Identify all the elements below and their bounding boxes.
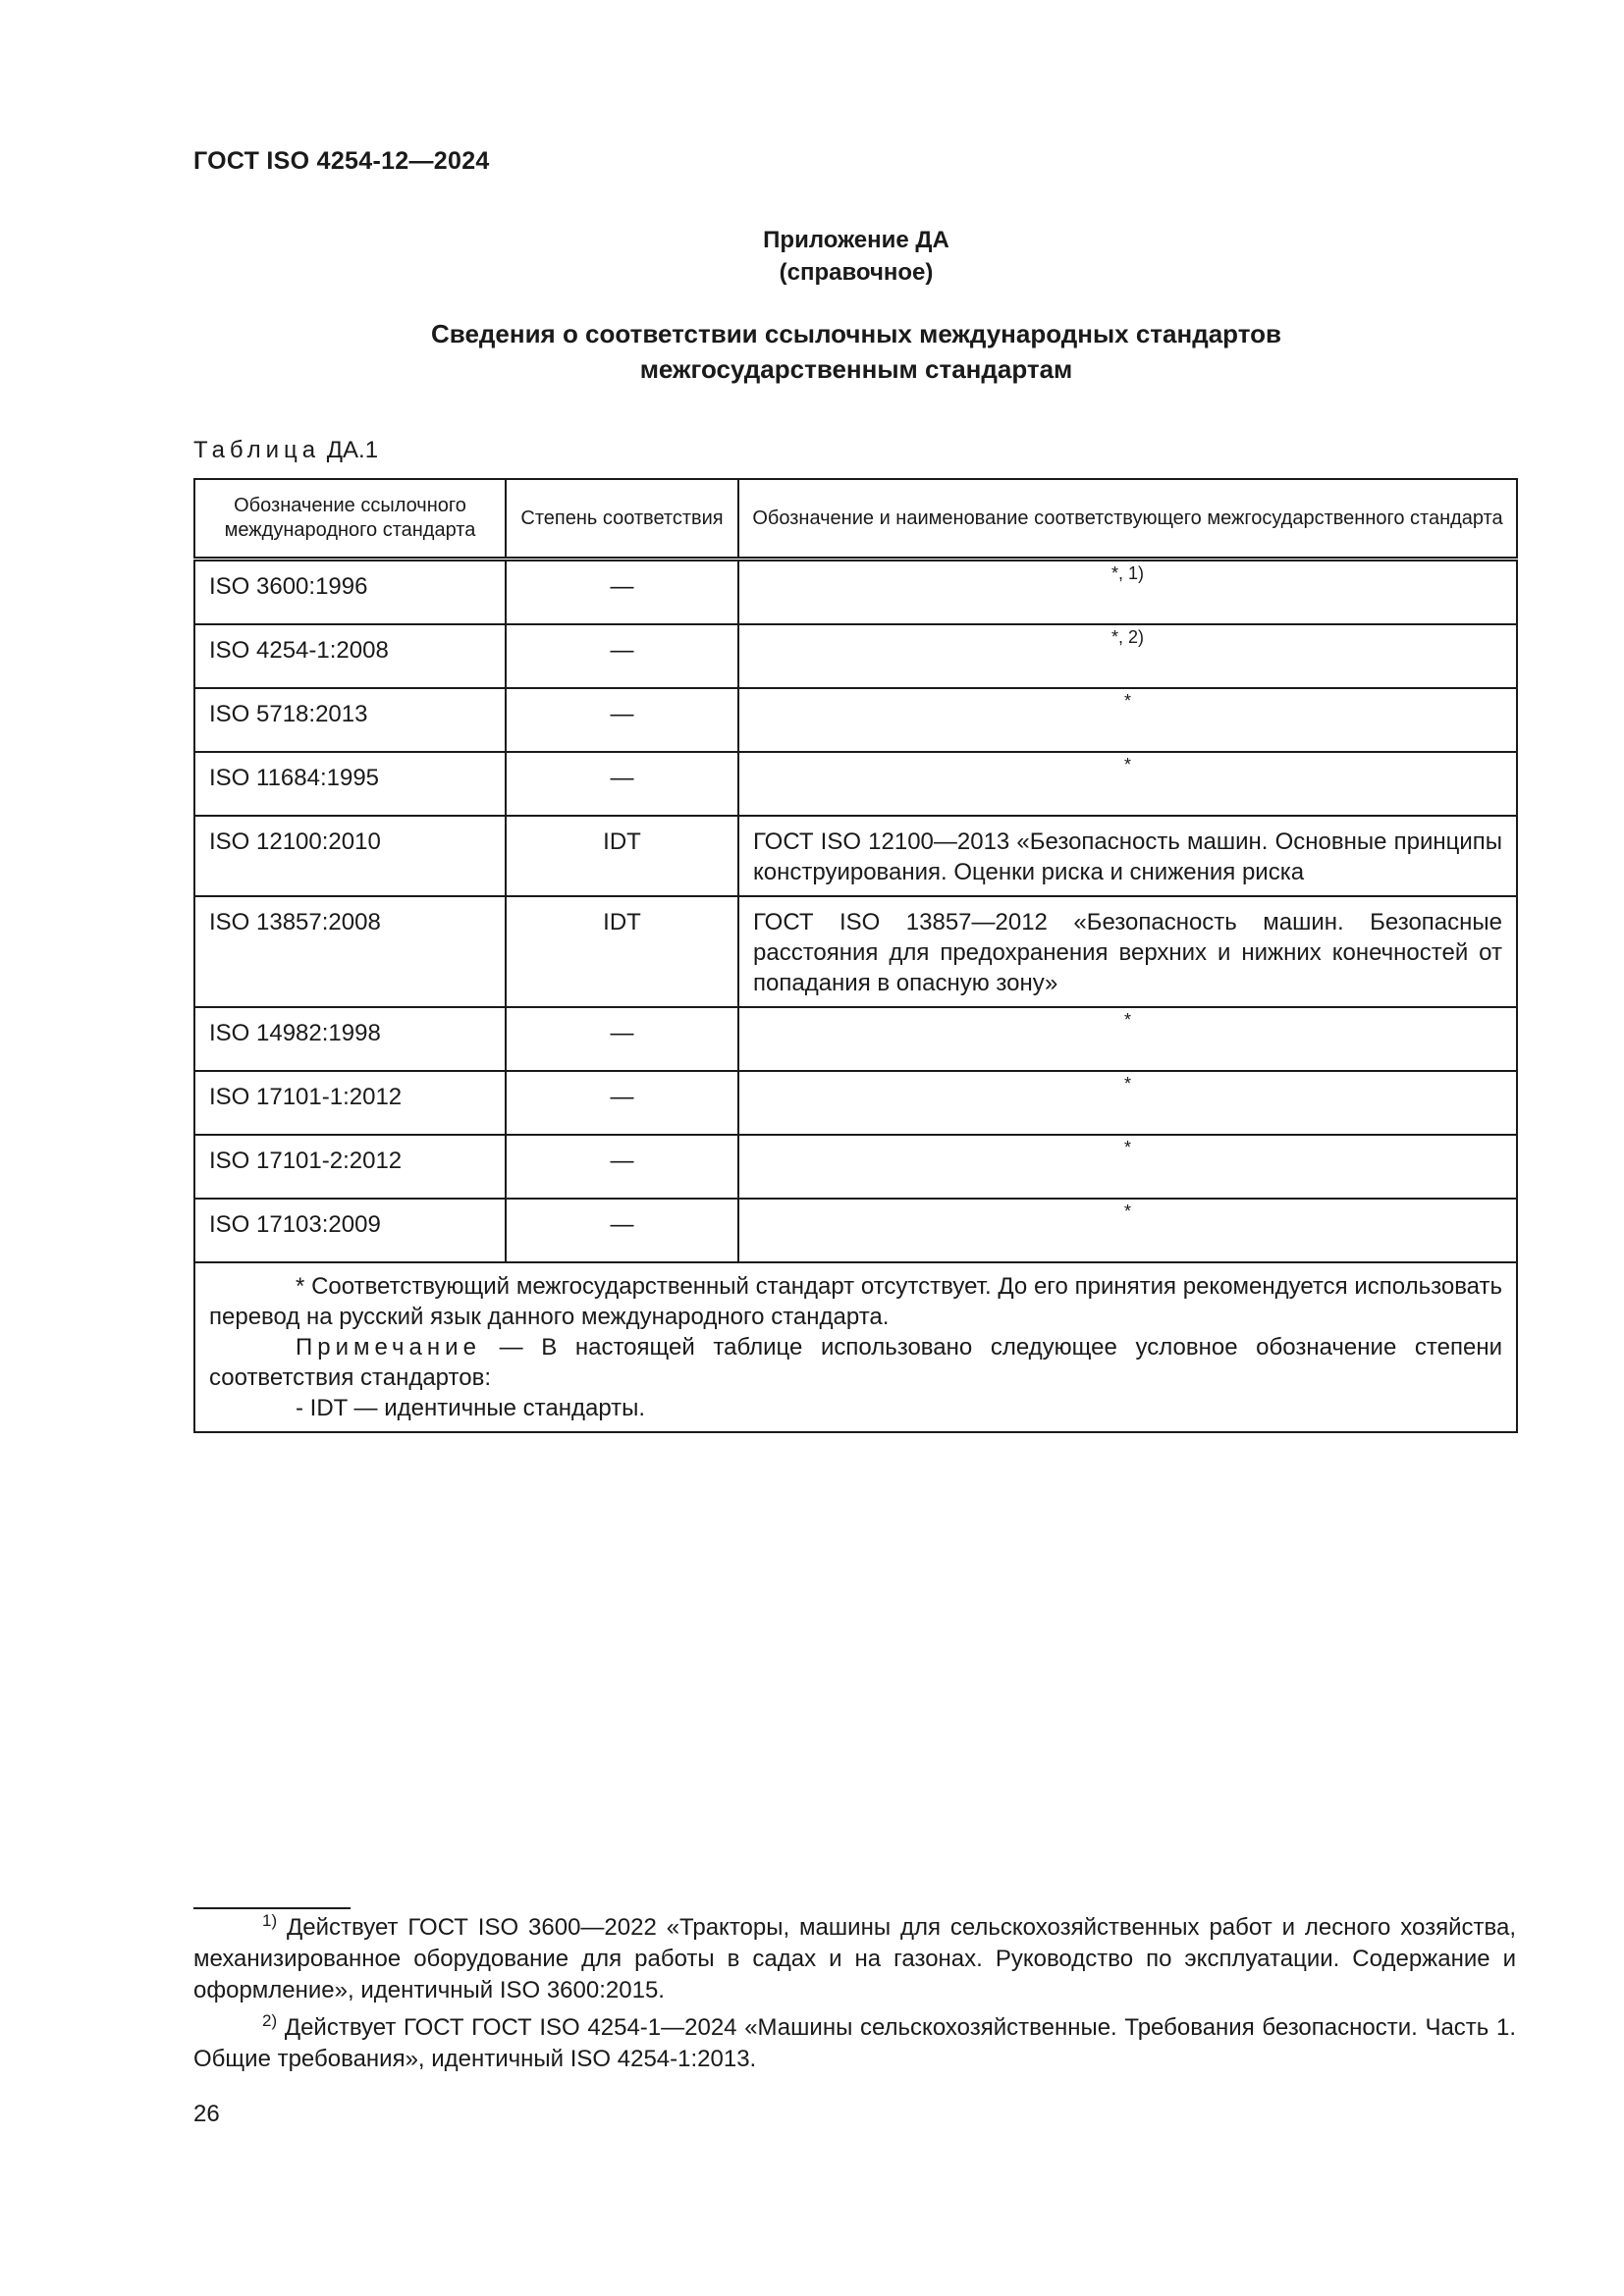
- cell-degree: —: [506, 624, 738, 688]
- cell-designation: ISO 4254-1:2008: [194, 624, 506, 688]
- cell-degree: —: [506, 1071, 738, 1135]
- cell-gost: *, 1): [738, 560, 1517, 625]
- cell-designation: ISO 5718:2013: [194, 688, 506, 752]
- page-number: 26: [193, 2101, 220, 2127]
- table-row: [194, 1071, 1517, 1135]
- note-paragraph: [209, 1332, 1502, 1393]
- table-row: [194, 1199, 1517, 1262]
- header-degree: Степень соответствия: [506, 479, 738, 560]
- cell-gost: *: [738, 752, 1517, 816]
- table-caption-word: Таблица: [193, 437, 321, 463]
- cell-designation: ISO 17101-2:2012: [194, 1135, 506, 1199]
- cell-designation: ISO 17101-1:2012: [194, 1071, 506, 1135]
- cell-designation: ISO 17103:2009: [194, 1199, 506, 1262]
- table-header-row: [194, 479, 1517, 560]
- cell-gost: *: [738, 1007, 1517, 1071]
- cell-degree: —: [506, 1007, 738, 1071]
- table-row: [194, 624, 1517, 688]
- footnote-1: [193, 1912, 1516, 2006]
- table-caption: [193, 437, 378, 464]
- cell-gost: *: [738, 1199, 1517, 1262]
- cell-designation: ISO 12100:2010: [194, 816, 506, 896]
- cell-gost: *, 2): [738, 624, 1517, 688]
- cell-degree: —: [506, 688, 738, 752]
- cell-degree: —: [506, 560, 738, 625]
- section-title-line-2: межгосударственным стандартам: [639, 354, 1073, 384]
- header-gost: Обозначение и наименование соответствующего межгосударственного стандарта: [738, 479, 1517, 560]
- cell-designation: ISO 14982:1998: [194, 1007, 506, 1071]
- cell-degree: —: [506, 1135, 738, 1199]
- cell-degree: —: [506, 752, 738, 816]
- cell-gost: *: [738, 1135, 1517, 1199]
- cell-designation: ISO 13857:2008: [194, 896, 506, 1007]
- correspondence-table: [193, 478, 1518, 1433]
- footnotes: [193, 1912, 1516, 2081]
- table-row: [194, 896, 1517, 1007]
- note-text: — В настоящей таблице использовано следующее условное обозначение степени соответствия стандартов:: [209, 1334, 1502, 1391]
- table-note-cell: [194, 1262, 1517, 1432]
- cell-gost: ГОСТ ISO 12100—2013 «Безопасность машин. Основные принципы конструирования. Оценки риска и снижения риска: [738, 816, 1517, 896]
- cell-designation: ISO 11684:1995: [194, 752, 506, 816]
- footnote-mark: 1): [262, 1911, 278, 1930]
- cell-degree: IDT: [506, 816, 738, 896]
- cell-gost: *: [738, 1071, 1517, 1135]
- table-row: [194, 1007, 1517, 1071]
- table-caption-number: ДА.1: [326, 437, 379, 463]
- footnote-mark: 2): [262, 2011, 278, 2030]
- appendix-type: (справочное): [779, 259, 934, 286]
- cell-gost: ГОСТ ISO 13857—2012 «Безопасность машин. Безопасные расстояния для предохранения верхних и нижних конечностей от попадания в опасную зону»: [738, 896, 1517, 1007]
- table-row: [194, 816, 1517, 896]
- table-row: [194, 688, 1517, 752]
- note-star-text: * Соответствующий межгосударственный стандарт отсутствует. До его принятия рекомендуется использовать перевод на русский язык данного международного стандарта.: [209, 1273, 1502, 1330]
- cell-gost: *: [738, 688, 1517, 752]
- footnote-separator: [193, 1907, 351, 1909]
- appendix-title: Приложение ДА: [763, 227, 949, 253]
- footnote-text: Действует ГОСТ ISO 3600—2022 «Тракторы, машины для сельскохозяйственных работ и лесного хозяйства, механизированное оборудование для работы в садах и на газонах. Руководство по эксплуатации. Содержание и оформление», идентичный ISO 3600:2015.: [193, 1914, 1516, 2003]
- footnote-2: [193, 2012, 1516, 2075]
- cell-degree: —: [506, 1199, 738, 1262]
- note-label: Примечание: [296, 1334, 481, 1361]
- appendix-heading: [193, 224, 1519, 289]
- table-note-row: [194, 1262, 1517, 1432]
- table-row: [194, 752, 1517, 816]
- table-row: [194, 1135, 1517, 1199]
- footnote-text: Действует ГОСТ ГОСТ ISO 4254-1—2024 «Машины сельскохозяйственные. Требования безопасности. Часть 1. Общие требования», идентичный ISO 4254-1:2013.: [193, 2014, 1517, 2072]
- cell-designation: ISO 3600:1996: [194, 560, 506, 625]
- cell-degree: IDT: [506, 896, 738, 1007]
- table-row: [194, 560, 1517, 625]
- section-title-line-1: Сведения о соответствии ссылочных международных стандартов: [431, 319, 1281, 348]
- document-code: ГОСТ ISO 4254-12—2024: [193, 147, 490, 175]
- header-designation: Обозначение ссылочного международного стандарта: [194, 479, 506, 560]
- note-item: - IDT — идентичные стандарты.: [296, 1395, 646, 1421]
- section-title: [193, 316, 1519, 387]
